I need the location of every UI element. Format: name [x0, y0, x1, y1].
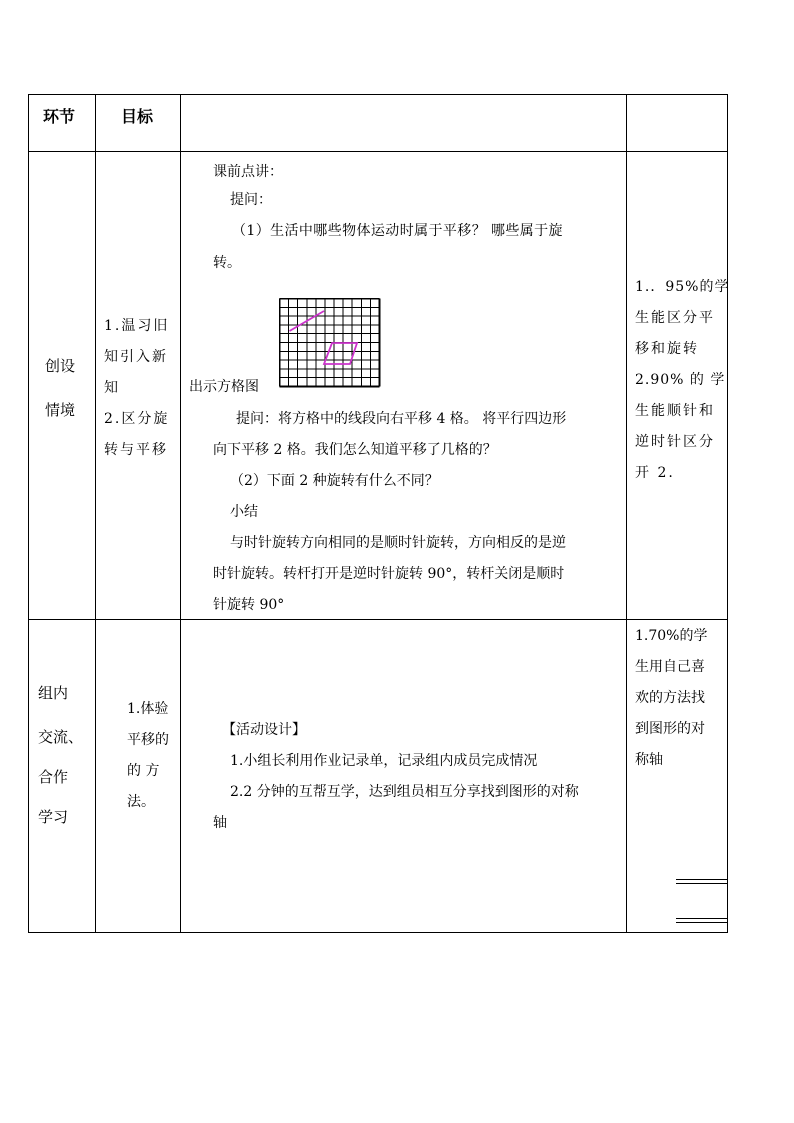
- content-q1-line2: 转。: [213, 255, 241, 271]
- row2-eval-line: 1.70%的学: [635, 628, 708, 644]
- grid-caption: 出示方格图: [189, 379, 259, 395]
- content-summary-line3: 针旋转 90°: [213, 597, 285, 613]
- table-border-bottom: [28, 932, 728, 933]
- row2-goal-line: 法。: [127, 794, 155, 810]
- table-divider-1: [95, 94, 96, 933]
- row2-eval-line: 欢的方法找: [635, 690, 705, 706]
- decor-line-3: [676, 918, 727, 919]
- row2-eval-line: 称轴: [635, 752, 663, 768]
- grid-figure: [279, 298, 381, 388]
- table-border-row1-bottom: [28, 619, 728, 620]
- table-border-right: [727, 94, 728, 933]
- decor-line-2: [676, 883, 727, 884]
- row1-stage-line1: 创设: [45, 357, 76, 375]
- activity-title: 【活动设计】: [222, 722, 306, 738]
- table-divider-3: [626, 94, 627, 933]
- content-q2-line1: 提问：将方格中的线段向右平移 4 格。 将平行四边形: [236, 411, 567, 427]
- row1-eval-line: 1.．95%的学: [635, 279, 730, 295]
- row2-stage-line: 合作: [38, 768, 69, 786]
- row2-goal-line: 的 方: [127, 763, 160, 779]
- row1-eval-line: 移和旋转: [635, 341, 699, 357]
- row1-goal-line: 转与平移: [104, 442, 168, 458]
- content-q3: （2）下面 2 种旋转有什么不同？: [230, 473, 439, 489]
- content-summary-line1: 与时针旋转方向相同的是顺时针旋转，方向相反的是逆: [230, 535, 566, 551]
- table-divider-2: [180, 94, 181, 933]
- row1-eval-line: 2.90% 的 学: [635, 372, 726, 388]
- content-q1-line1: （1）生活中哪些物体运动时属于平移？ 哪些属于旋: [232, 223, 563, 239]
- row1-eval-line: 开 2.: [635, 465, 675, 481]
- decor-line-4: [676, 922, 727, 923]
- row2-eval-line: 到图形的对: [635, 721, 705, 737]
- row1-eval-line: 逆时针区分: [635, 434, 715, 450]
- row1-eval-line: 生能区分平: [635, 310, 715, 326]
- activity-item-1: 1.小组长利用作业记录单，记录组内成员完成情况: [230, 753, 538, 769]
- row1-goal-line: 知引入新: [104, 349, 168, 365]
- row1-stage-line2: 情境: [45, 401, 76, 419]
- content-summary-label: 小结: [230, 504, 258, 520]
- row2-goal-line: 1.体验: [127, 701, 169, 717]
- activity-item-2-line1: 2.2 分钟的互帮互学，达到组员相互分享找到图形的对称: [230, 784, 579, 800]
- row1-goal-line: 知: [104, 380, 118, 396]
- header-goal: 目标: [121, 107, 154, 126]
- content-intro: 课前点讲：: [213, 164, 283, 180]
- header-stage: 环节: [43, 107, 76, 126]
- table-border-top: [28, 94, 728, 95]
- row1-goal-line: 1.温习旧: [104, 318, 170, 334]
- decor-line-1: [676, 879, 727, 880]
- row2-eval-line: 生用自己喜: [635, 659, 705, 675]
- content-summary-line2: 时针旋转。转杆打开是逆时针旋转 90°，转杆关闭是顺时: [213, 566, 565, 582]
- activity-item-2-line2: 轴: [213, 815, 227, 831]
- row2-stage-line: 学习: [38, 808, 69, 826]
- row2-stage-line: 交流、: [38, 728, 84, 746]
- row1-eval-line: 生能顺针和: [635, 403, 715, 419]
- content-q2-line2: 向下平移 2 格。我们怎么知道平移了几格的？: [213, 442, 497, 458]
- table-border-header-bottom: [28, 151, 728, 152]
- content-question-label: 提问：: [230, 192, 272, 208]
- row1-goal-line: 2.区分旋: [104, 411, 170, 427]
- row2-goal-line: 平移的: [127, 732, 169, 748]
- grid-lines-icon: [280, 299, 380, 387]
- table-border-left: [28, 94, 29, 933]
- row2-stage-line: 组内: [38, 684, 69, 702]
